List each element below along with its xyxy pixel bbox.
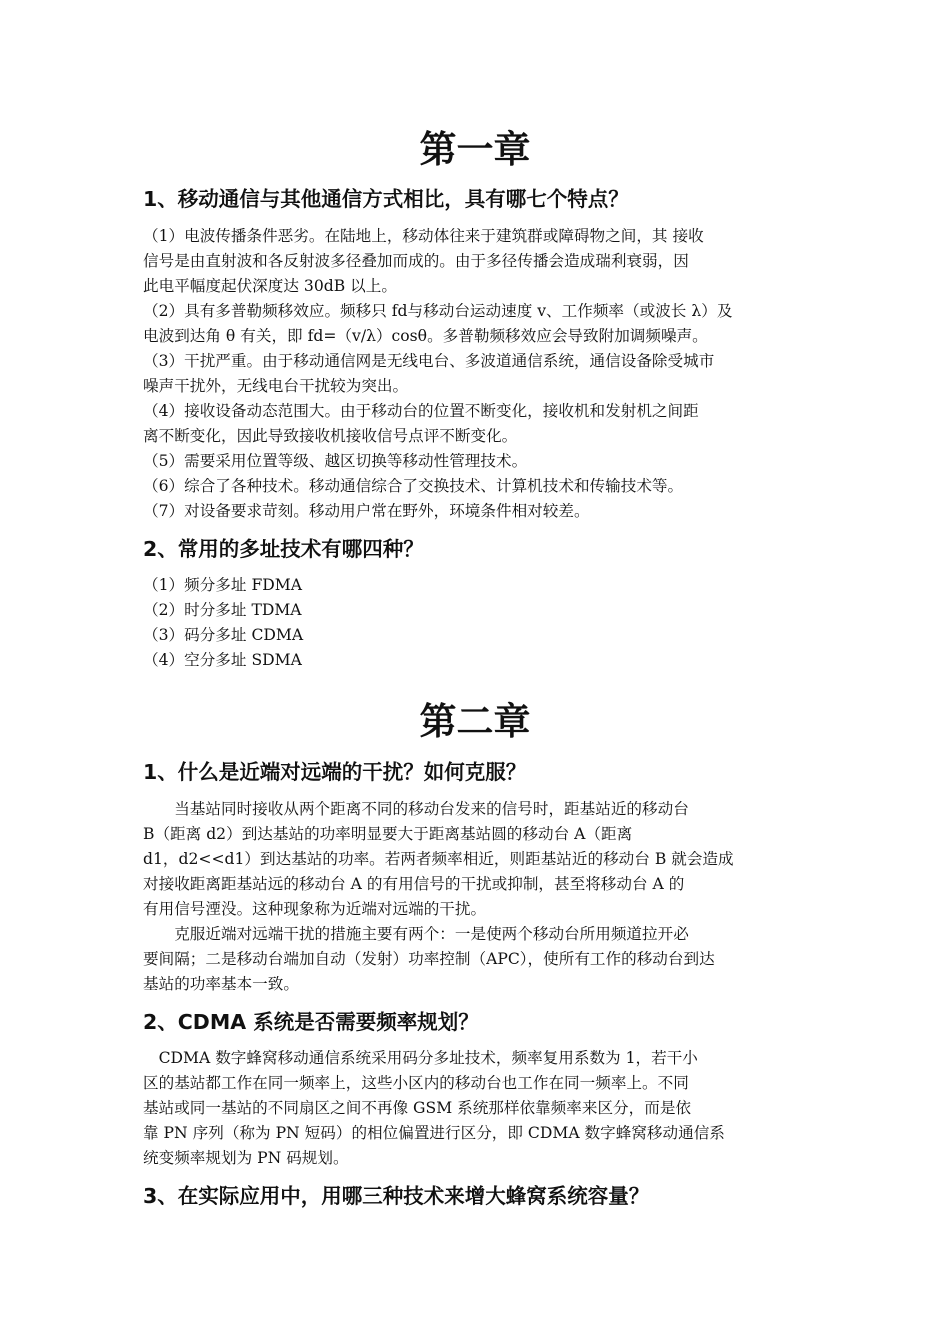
answer-line: 靠 PN 序列（称为 PN 短码）的相位偏置进行区分，即 CDMA 数字蜂窝移动通信系 <box>143 1124 725 1142</box>
answer-line: 电波到达角 θ 有关，即 fd=（v/λ）cosθ。多普勒频移效应会导致附加调频噪声。 <box>143 327 708 345</box>
answer-line: （7）对设备要求苛刻。移动用户常在野外，环境条件相对较差。 <box>143 502 590 520</box>
answer-line: （1）电波传播条件恶劣。在陆地上，移动体往来于建筑群或障碍物之间，其 接收 <box>143 227 704 245</box>
answer-line: 基站的功率基本一致。 <box>143 975 299 993</box>
list-item: （2）时分多址 TDMA <box>143 601 302 619</box>
answer-line: 基站或同一基站的不同扇区之间不再像 GSM 系统那样依靠频率来区分，而是依 <box>143 1099 692 1117</box>
ch1-question-2-heading: 2、常用的多址技术有哪四种？ <box>143 537 424 561</box>
answer-line: 噪声干扰外，无线电台干扰较为突出。 <box>143 377 409 395</box>
answer-line: （2）具有多普勒频移效应。频移只 fd与移动台运动速度 v、工作频率（或波长 λ）及 <box>143 302 733 320</box>
list-item: （3）码分多址 CDMA <box>143 626 304 644</box>
answer-line: 要间隔；二是移动台端加自动（发射）功率控制（APC），使所有工作的移动台到达 <box>143 950 715 968</box>
answer-line: 信号是由直射波和各反射波多径叠加而成的。由于多径传播会造成瑞利衰弱，因 <box>143 252 689 270</box>
answer-line: 当基站同时接收从两个距离不同的移动台发来的信号时，距基站近的移动台 <box>143 800 689 818</box>
ch1-question-1-answer <box>143 224 813 524</box>
ch2-question-1-answer <box>143 797 813 997</box>
chapter-2-title: 第二章 <box>419 700 531 743</box>
answer-line: 对接收距离距基站远的移动台 A 的有用信号的干扰或抑制，甚至将移动台 A 的 <box>143 875 685 893</box>
answer-line: 区的基站都工作在同一频率上，这些小区内的移动台也工作在同一频率上。不同 <box>143 1074 689 1092</box>
answer-line: （6）综合了各种技术。移动通信综合了交换技术、计算机技术和传输技术等。 <box>143 477 684 495</box>
answer-line: 克服近端对远端干扰的措施主要有两个：一是使两个移动台所用频道拉开必 <box>143 925 689 943</box>
list-item: （4）空分多址 SDMA <box>143 651 302 669</box>
chapter-1-title: 第一章 <box>419 128 531 171</box>
ch2-question-2-heading: 2、CDMA 系统是否需要频率规划？ <box>143 1010 479 1034</box>
ch1-question-1-heading: 1、移动通信与其他通信方式相比，具有哪七个特点？ <box>143 187 629 211</box>
answer-line: 此电平幅度起伏深度达 30dB 以上。 <box>143 277 397 295</box>
ch2-question-2-answer <box>143 1046 813 1171</box>
answer-line: d1，d2<<d1）到达基站的功率。若两者频率相近，则距基站近的移动台 B 就会造成 <box>143 850 734 868</box>
answer-line: （4）接收设备动态范围大。由于移动台的位置不断变化，接收机和发射机之间距 <box>143 402 699 420</box>
answer-line: （3）干扰严重。由于移动通信网是无线电台、多波道通信系统，通信设备除受城市 <box>143 352 715 370</box>
answer-line: B（距离 d2）到达基站的功率明显要大于距离基站圆的移动台 A（距离 <box>143 825 633 843</box>
answer-line: 离不断变化，因此导致接收机接收信号点评不断变化。 <box>143 427 518 445</box>
answer-line: CDMA 数字蜂窝移动通信系统采用码分多址技术，频率复用系数为 1，若干小 <box>143 1049 698 1067</box>
answer-line: 统变频率规划为 PN 码规划。 <box>143 1149 349 1167</box>
list-item: （1）频分多址 FDMA <box>143 576 302 594</box>
answer-line: 有用信号湮没。这种现象称为近端对远端的干扰。 <box>143 900 487 918</box>
answer-line: （5）需要采用位置等级、越区切换等移动性管理技术。 <box>143 452 528 470</box>
ch2-question-3-heading: 3、在实际应用中，用哪三种技术来增大蜂窝系统容量？ <box>143 1184 650 1208</box>
ch2-question-1-heading: 1、什么是近端对远端的干扰？如何克服？ <box>143 760 527 784</box>
